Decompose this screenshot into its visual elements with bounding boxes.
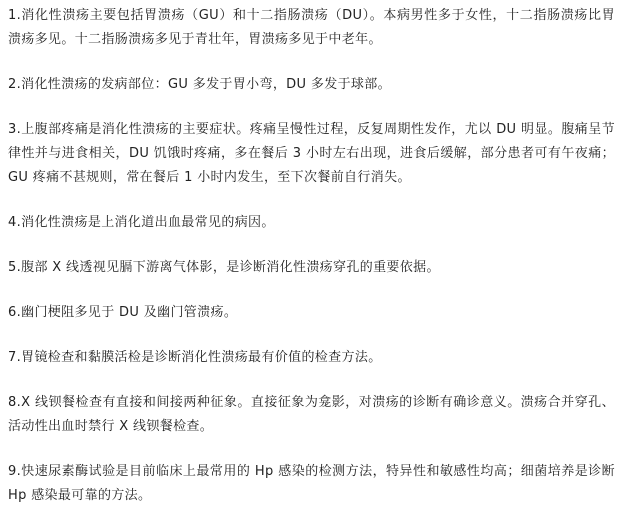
paragraph-5: 5.腹部 X 线透视见膈下游离气体影，是诊断消化性溃疡穿孔的重要依据。 <box>8 260 440 275</box>
paragraph-8: 8.X 线钡餐检查有直接和间接两种征象。直接征象为龛影，对溃疡的诊断有确诊意义。溃疡合并穿孔、活动性出血时禁行 X 线钡餐检查。 <box>8 395 615 434</box>
paragraph-1: 1.消化性溃疡主要包括胃溃疡（GU）和十二指肠溃疡（DU）。本病男性多于女性，十二指肠溃疡比胃溃疡多见。十二指肠溃疡多见于青壮年，胃溃疡多见于中老年。 <box>8 8 615 47</box>
paragraph-7: 7.胃镜检查和黏膜活检是诊断消化性溃疡最有价值的检查方法。 <box>8 350 382 365</box>
paragraph-4: 4.消化性溃疡是上消化道出血最常见的病因。 <box>8 215 275 230</box>
paragraph-3: 3.上腹部疼痛是消化性溃疡的主要症状。疼痛呈慢性过程，反复周期性发作，尤以 DU 明显。腹痛呈节律性并与进食相关，DU 饥饿时疼痛，多在餐后 3 小时左右出现，进食后缓解，部分患者可有午夜痛；GU 疼痛不甚规则，常在餐后 1 小时内发生，至下次餐前自行消失。 <box>8 122 615 185</box>
paragraph-9: 9.快速尿素酶试验是目前临床上最常用的 Hp 感染的检测方法，特异性和敏感性均高；细菌培养是诊断 Hp 感染最可靠的方法。 <box>8 464 615 503</box>
paragraph-6: 6.幽门梗阻多见于 DU 及幽门管溃疡。 <box>8 305 238 320</box>
paragraph-2: 2.消化性溃疡的发病部位：GU 多发于胃小弯，DU 多发于球部。 <box>8 77 391 92</box>
